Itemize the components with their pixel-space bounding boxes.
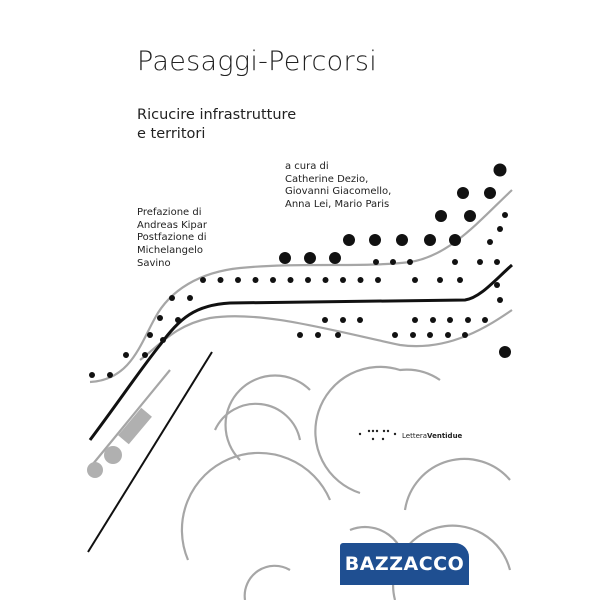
small-dot [392,332,398,338]
small-dot [447,317,453,323]
small-dot [322,317,328,323]
editors-line: Anna Lei, Mario Paris [285,199,390,211]
large-dot [369,234,381,246]
small-dot [288,277,294,283]
book-subtitle [137,106,357,144]
subtitle-line: Ricucire infrastrutture [137,107,297,123]
book-title: Paesaggi-Percorsi [137,46,378,77]
small-dot [407,259,413,265]
prefaces-credit [137,207,207,271]
large-dot [279,252,291,264]
prefaces-line: Postfazione di [137,232,207,244]
publisher-logo [358,429,462,443]
small-dot [340,317,346,323]
small-dot [462,332,468,338]
small-dot [502,212,508,218]
small-dot [410,332,416,338]
small-dot [147,332,153,338]
small-dot [235,277,241,283]
small-dot [457,277,463,283]
small-dot [297,332,303,338]
small-dot [160,337,166,343]
large-dot [494,164,507,177]
large-dot [396,234,408,246]
small-dot [497,226,503,232]
small-dot [452,259,458,265]
large-dot [464,210,476,222]
subtitle-line: e territori [137,126,206,142]
small-dot [315,332,321,338]
prefaces-line: Andreas Kipar [137,219,208,231]
small-dot [305,277,311,283]
small-dot [123,352,129,358]
small-dot [340,277,346,283]
small-dot [175,317,181,323]
small-dot [107,372,113,378]
gray-dot [87,462,103,478]
large-dot [329,252,341,264]
small-dot [497,297,503,303]
small-dot [427,332,433,338]
small-dot [494,282,500,288]
arc-4 [182,453,330,560]
editors-line: Giovanni Giacomello, [285,186,392,198]
large-dot [343,234,355,246]
large-dot [304,252,316,264]
small-dot [253,277,259,283]
small-dot [437,277,443,283]
small-dot [487,239,493,245]
seller-badge: BAZZACCO [340,543,469,585]
arc-7 [245,566,290,600]
publisher-name-light: Lettera [402,432,428,440]
small-dot [142,352,148,358]
small-dot [358,277,364,283]
large-dot [435,210,447,222]
editors-line: Catherine Dezio, [285,173,369,185]
editors-credit [285,161,391,212]
small-dot [218,277,224,283]
arc-2 [226,376,310,460]
small-dot [335,332,341,338]
small-dot [430,317,436,323]
large-dot [484,187,496,199]
small-dot [169,295,175,301]
small-dot [357,317,363,323]
small-dot [89,372,95,378]
small-dot [375,277,381,283]
small-dot [187,295,193,301]
publisher-dots-icon [358,429,398,443]
small-dot [412,317,418,323]
prefaces-line: Prefazione di [137,207,202,218]
large-dot [499,346,511,358]
small-dot [412,277,418,283]
publisher-name-bold: Ventidue [427,432,463,440]
small-dot [390,259,396,265]
editors-line: a cura di [285,161,329,172]
small-dot [445,332,451,338]
prefaces-line: Savino [137,257,171,269]
gray-dot [104,446,122,464]
small-dot [373,259,379,265]
small-dot [200,277,206,283]
arc-5 [405,459,510,510]
small-dot [465,317,471,323]
small-dot [477,259,483,265]
prefaces-line: Michelangelo [137,245,204,257]
small-dot [157,315,163,321]
small-dot [482,317,488,323]
large-dot [449,234,461,246]
large-dot [457,187,469,199]
small-dot [323,277,329,283]
black-path [90,265,512,440]
small-dot [494,259,500,265]
small-dot [270,277,276,283]
large-dot [424,234,436,246]
